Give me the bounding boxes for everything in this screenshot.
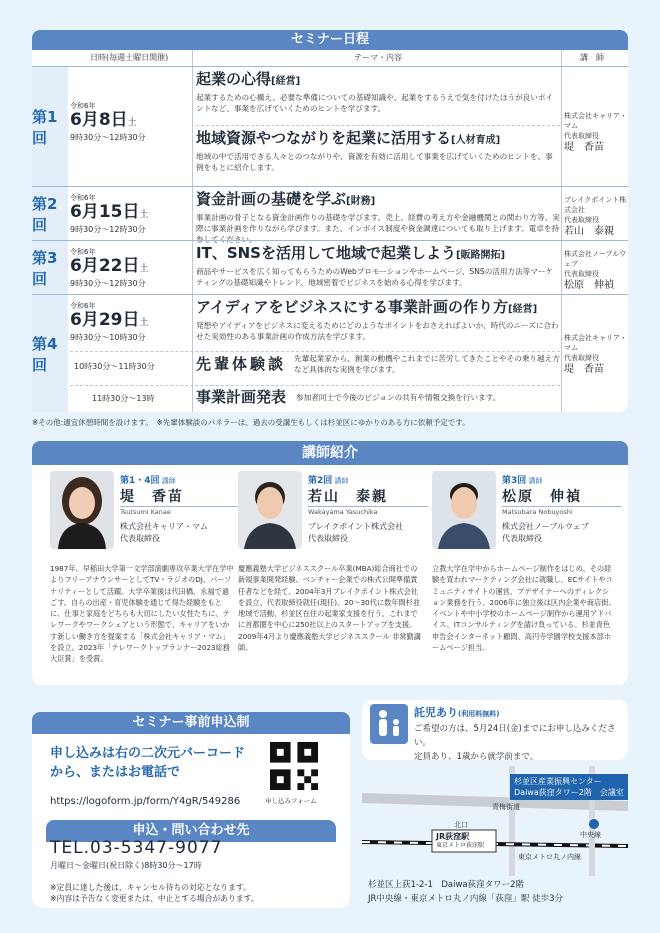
apply-title: セミナー事前申込制: [32, 712, 350, 734]
lecturer-name: 堤 香苗: [120, 489, 184, 505]
qr-code-icon[interactable]: [270, 742, 318, 790]
line-label: 東京メトロ丸ノ内線: [518, 853, 581, 861]
lecturers-title: 講師紹介: [32, 441, 628, 465]
lecturers-section: 講師紹介 第1・4回 講師 堤 香苗 Tsutsumi Kanae 株式会社キャリア・マム 代表取締役 1987年、早稲田大学第一文学部演劇専攻卒業大学在学中よりフリーアナウンサーとしてTV・ラジオのDJ、パーソナリティーとして活躍。大学卒業後は代田橋、永福で過ごす。自らの出産・育児体験を通じて得た経験をもとに、仕事と家庭をどちらも大切にしたい女性たちに、テレワークやワークシェアという形態で、キャリアをいかす新しい働き方を提案する「株式会社キャリア・マム」を設立。2023年「テレワークトップランナー2023総務大臣賞」を受賞。 第2回 講師 若山 泰親 Wakayama Yasuchika ブレイクポイント株式会社 代表取締役 慶應義塾大学ビジネススクール卒業(MBA)総合商社での新規事業開発経験、ベンチャー企業での株式公開準備責任者などを経て、2004年3月ブレイクポイント株式会社を設立、代表取締役就任(現任)。20～30代に数年間杉並地域で活動、杉並区在住の起業家支援を行う。これまでに首都圏を中心に250社以上のスタートアップを支援。2009年4月より慶應義塾大学ビジネススクール 非常勤講師。 第3回 講師 松原 伸禎 Matsubara Nobuyoshi 株式会社ノーブルウェブ 代表取締役 立教大学在学中からホームページ制作をはじめ、その経験を買われマーケティング会社に就職し、ECサイトやコミュニティサイトの運営、プデザイナーへのディレクション業務を行う。2006年に独立後は区内企業や商店街、イベントや中小学校のホームページ制作から運用アドバイス、ITコンサルティングを請け負っている。杉並青色申告会インターネット顧問、高円寺学園学校支援本部ホームページ担当。: [32, 441, 628, 685]
session-number: 第4回: [32, 295, 68, 412]
lecturer-bio: 立教大学在学中からホームページ制作をはじめ、その経験を買われマーケティング会社に就職し、ECサイトやコミュニティサイトの運営、プデザイナーへのディレクション業務を行う。2006年に独立後は区内企業や商店街、イベントや中小学校のホームページ制作から運用アドバイス、ITコンサルティングを請け負っている。杉並青色申告会インターネット顧問、高円寺学園学校支援本部ホームページ担当。: [432, 564, 616, 653]
application-box: [32, 712, 350, 908]
topic: IT、SNSを活用して地域で起業しよう[販路開拓] 商品やサービスを広く知ってもらうためのWebプロモーションやホームページ、SNSの活用方法等マーケティングの基礎知識やトレンド、地域密着でビジネスを始める心得を学びます。: [196, 244, 554, 287]
session-date: 令和6年 6月22日土 9時30分～12時30分: [70, 248, 149, 288]
lecturer-name: 松原 伸禎: [502, 489, 582, 505]
session-time: 10時30分～11時30分: [74, 362, 155, 371]
office-hours: 月曜日～金曜日(祝日除く)8時30分～17時: [50, 861, 202, 870]
schedule-note: ※その他:適宜休憩時間を設けます。 ※先輩体験談のパネラーは、過去の受講生もしくは杉並区にゆかりのある方に依頼予定です。: [32, 418, 470, 427]
lecturer-bio: 1987年、早稲田大学第一文学部演劇専攻卒業大学在学中よりフリーアナウンサーとしてTV・ラジオのDJ、パーソナリティーとして活躍。大学卒業後は代田橋、永福で過ごす。自らの出産・育児体験を通じて得た経験をもとに、仕事と家庭をどちらも大切にしたい女性たちに、テレワークやワークシェアという形態で、キャリアをいかす新しい働き方を提案する「株式会社キャリア・マム」を設立。2023年「テレワークトップランナー2023総務大臣賞」を受賞。: [50, 564, 234, 664]
childcare-details: ご希望の方は、5月24日(金)までにお申し込みください。 定員あり、1歳から就学前まで。: [414, 724, 616, 762]
schedule-title: セミナー日程: [32, 30, 628, 50]
lecturer-cell: 株式会社ノーブルウェブ 代表取締役 松原 伸禎: [564, 250, 627, 291]
topic: 先輩体験談 先輩起業家から、創業の動機やこれまでに苦労してきたことやその乗り越え方など具体的な実例を学びます。: [196, 354, 560, 374]
session-date: 令和6年 6月29日土 9時30分～10時30分: [70, 302, 149, 342]
qr-label: 申し込みフォーム: [265, 797, 317, 805]
col-date: 日時(毎週土曜日開催): [90, 53, 169, 62]
contact-band: 申込・問い合わせ先: [46, 820, 336, 842]
station-label: JR荻窪駅 東京メトロ荻窪駅: [436, 832, 485, 849]
session-time: 11時30分～13時: [92, 394, 155, 403]
line-label: 中央線: [580, 831, 601, 839]
session-number: 第3回: [32, 241, 68, 294]
childcare-title: 託児あり(利用料無料): [414, 706, 500, 719]
apply-message: 申し込みは右の二次元バーコード から、またはお電話で: [50, 746, 246, 780]
session-date: 令和6年 6月15日土 9時30分～12時30分: [70, 194, 149, 234]
lecturer-cell: 株式会社キャリア・マム 代表取締役 堤 香苗: [564, 334, 627, 375]
childcare-icon: [370, 704, 408, 744]
lecturer-cell: ブレイクポイント株式会社 代表取締役 若山 泰親: [564, 196, 627, 237]
divider: [70, 385, 560, 386]
table-row: [32, 240, 628, 294]
table-row: [32, 186, 628, 244]
venue-label: 杉並区産業振興センター Daiwa荻窪タワー2階 会議室: [510, 774, 628, 800]
lecturer-bio: 慶應義塾大学ビジネススクール卒業(MBA)総合商社での新規事業開発経験、ベンチャー企業での株式公開準備責任者などを経て、2004年3月ブレイクポイント株式会社を設立、代表取締役就任(現任)。20～30代に数年間杉並地域で活動、杉並区在住の起業家支援を行う。これまでに首都圏を中心に250社以上のスタートアップを支援。2009年4月より慶應義塾大学ビジネススクール 非常勤講師。: [238, 564, 421, 653]
divider: [70, 351, 560, 352]
childcare-box: [362, 700, 628, 760]
topic: 事業計画発表 参加者同士で今後のビジョンの共有や情報交換を行います。: [196, 388, 501, 406]
col-theme: テーマ・内容: [354, 53, 402, 62]
lecturer-photo: [50, 471, 114, 549]
col-lecturer: 講 師: [580, 53, 604, 62]
apply-url-link[interactable]: https://logoform.jp/form/Y4gR/549286: [50, 796, 241, 807]
topic: 地域資源やつながりを起業に活用する[人材育成] 地域の中で活用できる人々とのつながりや、資源を有効に活用して事業を広げていくためのヒントを、事例をもとに紹介します。: [196, 125, 560, 173]
apply-notes: ※定員に達した後は、キャンセル待ちの対応となります。 ※内容は予告なく変更または、中止とする場合があります。: [50, 883, 259, 903]
lecturer-name: 若山 泰親: [308, 489, 388, 505]
venue-address: 杉並区上荻1-2-1 Daiwa荻窪タワー2階 JR中央線・東京メトロ丸ノ内線「荻窪」駅 徒歩3分: [368, 880, 564, 904]
schedule-table: [32, 30, 628, 412]
lecturer-photo: [432, 471, 496, 549]
phone-number[interactable]: TEL.03-5347-9077: [50, 838, 223, 858]
session-number: 第2回: [32, 187, 68, 240]
lecturer-photo: [238, 471, 302, 549]
table-row: [32, 294, 628, 412]
topic: 資金計画の基礎を学ぶ[財務] 事業計画の骨子となる資金計画作りの基礎を学びます。売上、経費の考え方や金融機関との関わり方等、実際に事業計画を作りながら学びます。また、インボイス制度や資金調達についても取り上げます。電卓を持参してください。: [196, 190, 560, 244]
street-label: 青梅街道: [492, 803, 520, 811]
session-date: 令和6年 6月8日土 9時30分～12時30分: [70, 102, 146, 142]
lecturer-cell: 株式会社キャリア・マム 代表取締役 堤 香苗: [564, 112, 627, 153]
access-map: [362, 766, 628, 876]
topic: アイディアをビジネスにする事業計画の作り方[経営] 発想やアイディアをビジネスに変えるためにどのようなポイントをおさえればよいか、時代のニーズに合わせた実効性のある事業計画の作成方法を学びます。: [196, 298, 559, 341]
topic: 起業の心得[経営] 起業するための心構え、必要な準備についての基礎知識や、起業をするうえで気を付けたほうが良いポイントなど、事業を広げていくためのヒントを学びます。: [196, 70, 554, 113]
exit-label: 北口: [454, 821, 468, 829]
table-row: [32, 66, 628, 186]
session-number: 第1回: [32, 67, 68, 186]
